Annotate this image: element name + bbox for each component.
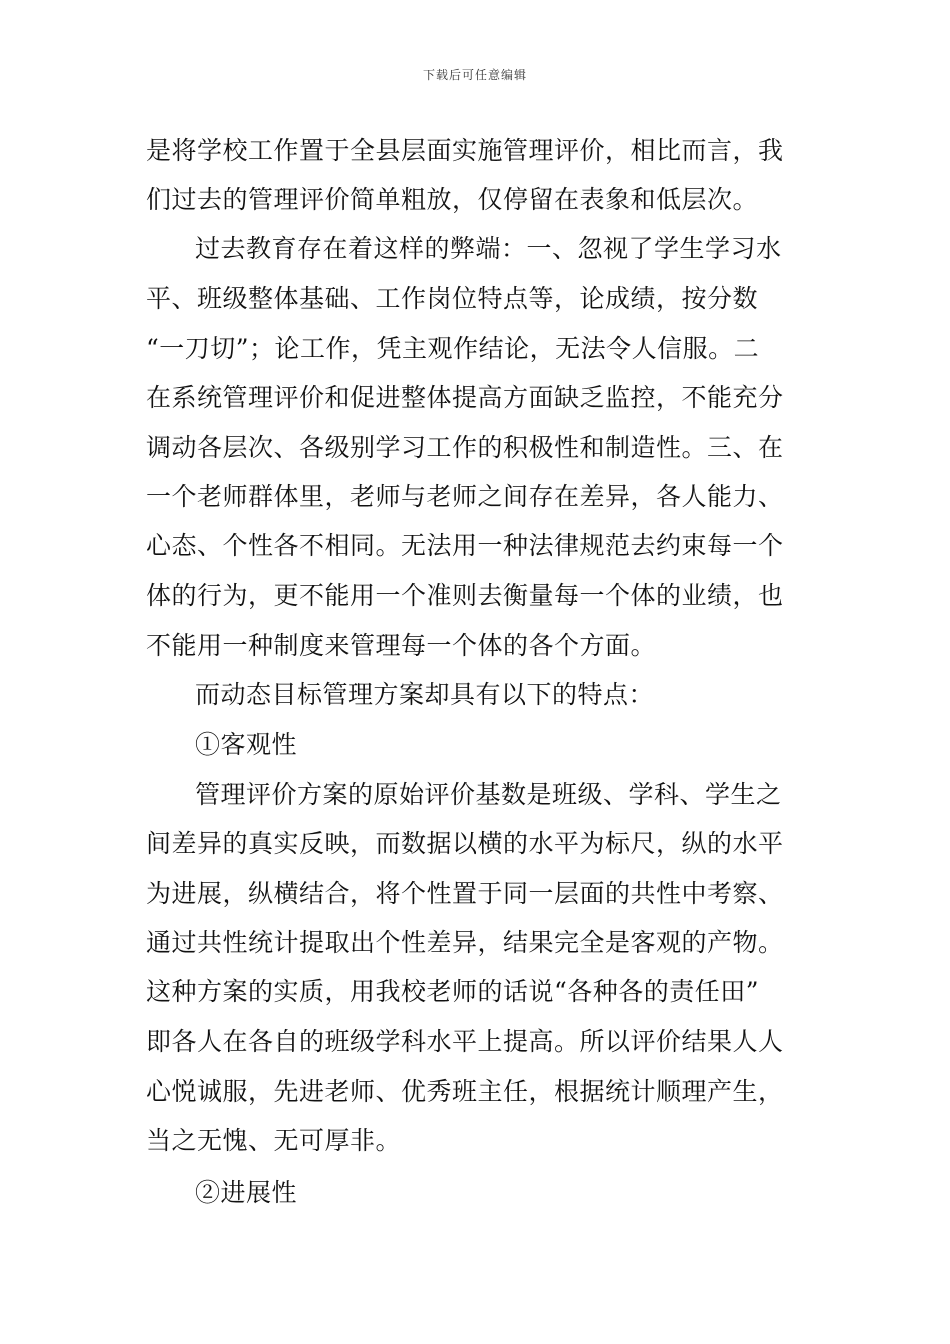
section-heading: ②进展性 — [195, 1178, 298, 1207]
body-line: “一刀切”；论工作，凭主观作结论，无法令人信服。二 — [146, 334, 760, 363]
body-line: 这种方案的实质，用我校老师的话说“各种各的责任田” — [146, 977, 760, 1006]
body-line: 平、班级整体基础、工作岗位特点等，论成绩，按分数 — [146, 284, 759, 313]
body-line: 是将学校工作置于全县层面实施管理评价，相比而言，我 — [146, 136, 784, 165]
body-line: 当之无愧、无可厚非。 — [146, 1126, 402, 1155]
body-line: 体的行为，更不能用一个准则去衡量每一个体的业绩，也 — [146, 581, 784, 610]
body-line: 在系统管理评价和促进整体提高方面缺乏监控，不能充分 — [146, 383, 784, 412]
paragraph-start-line: 管理评价方案的原始评价基数是班级、学科、学生之 — [195, 780, 782, 809]
body-line: 们过去的管理评价简单粗放，仅停留在表象和低层次。 — [146, 185, 759, 214]
body-line: 间差异的真实反映，而数据以横的水平为标尺，纵的水平 — [146, 829, 784, 858]
body-line: 通过共性统计提取出个性差异，结果完全是客观的产物。 — [146, 928, 784, 957]
body-line: 一个老师群体里，老师与老师之间存在差异，各人能力、 — [146, 482, 784, 511]
body-line: 心态、个性各不相同。无法用一种法律规范去约束每一个 — [146, 531, 784, 560]
body-line: 心悦诚服，先进老师、优秀班主任，根据统计顺理产生， — [146, 1077, 784, 1106]
section-heading: ①客观性 — [195, 730, 298, 759]
body-line: 不能用一种制度来管理每一个体的各个方面。 — [146, 631, 657, 660]
body-line: 调动各层次、各级别学习工作的积极性和制造性。三、在 — [146, 433, 784, 462]
paragraph-start-line: 过去教育存在着这样的弊端：一、忽视了学生学习水 — [195, 234, 782, 263]
body-line: 为进展，纵横结合，将个性置于同一层面的共性中考察、 — [146, 879, 784, 908]
body-line: 即各人在各自的班级学科水平上提高。所以评价结果人人 — [146, 1027, 784, 1056]
page-header: 下载后可任意编辑 — [422, 68, 527, 82]
paragraph-start-line: 而动态目标管理方案却具有以下的特点： — [195, 680, 655, 709]
